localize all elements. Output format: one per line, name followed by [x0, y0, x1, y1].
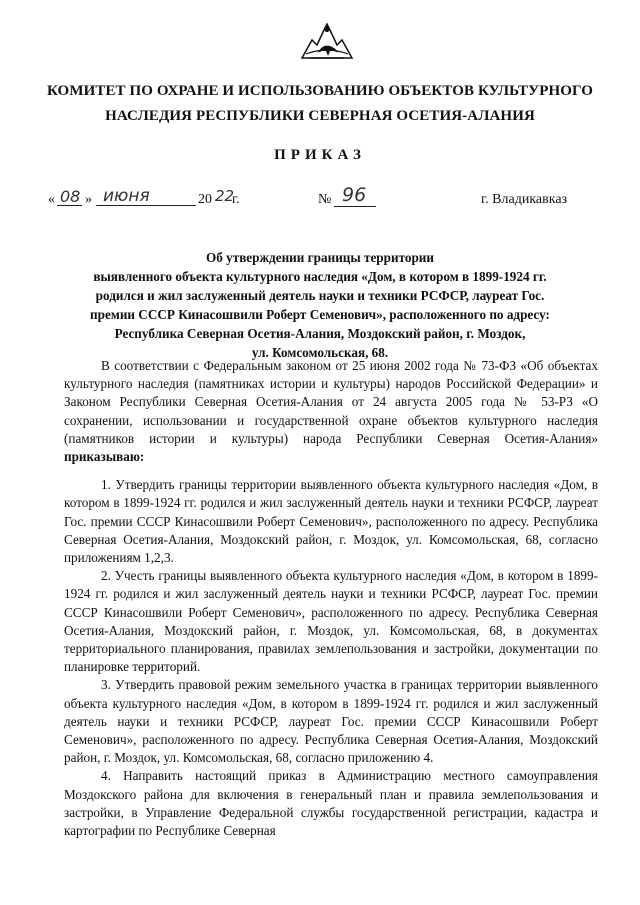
order-number-label: № — [318, 192, 332, 207]
date-year-suffix: 22 — [215, 187, 235, 205]
order-item-1: 1. Утвердить границы территории выявленного объекта культурного наследия «Дом, в котором в 1899-1924 гг. родился и жил заслуженный деятель науки и техники РСФСР, лауреат Гос. премии СССР Кинасошвили Роберт Семенович», расположенного по адресу. Республика Северная Осетия-Алания, Моздокский район, г. Моздок, ул. Комсомольская, 68, согласно приложениям 1,2,3. — [64, 477, 598, 566]
date-year-end: г. — [232, 192, 240, 207]
org-name-line2: НАСЛЕДИЯ РЕСПУБЛИКИ СЕВЕРНАЯ ОСЕТИЯ-АЛАНИЯ — [105, 108, 535, 124]
preamble-paragraph — [64, 357, 598, 466]
subject-line: ул. Комсомольская, 68. — [251, 345, 389, 360]
date-year-prefix: 20 — [198, 192, 212, 207]
city: г. Владикавказ — [481, 192, 568, 207]
order-body — [64, 357, 598, 840]
order-number-underline — [334, 206, 376, 207]
subject-line: Республика Северная Осетия-Алания, Моздокский район, г. Моздок, — [114, 326, 526, 341]
subject-line: Об утверждении границы территории — [205, 250, 435, 265]
order-word: приказываю: — [64, 449, 145, 465]
preamble-text: В соответствии с Федеральным законом от 25 июня 2002 года № 73-ФЗ «Об объектах культурного наследия (памятниках истории и культуры) народов Российской Федерации» и Законом Республики Северная Осетия-Алания от 24 августа 2005 года № 53-РЗ «О сохранении, использовании и государственной охране объектов культурного наследия (памятников истории и культуры) народа Республики Северная Осетия-Алания» — [64, 358, 598, 446]
date-day: 08 — [60, 187, 81, 206]
date-day-underline — [57, 205, 82, 206]
document-title: ПРИКАЗ — [274, 147, 366, 163]
org-name-line1: КОМИТЕТ ПО ОХРАНЕ И ИСПОЛЬЗОВАНИЮ ОБЪЕКТОВ КУЛЬТУРНОГО — [46, 83, 594, 99]
date-month-underline — [96, 205, 196, 206]
date-month: июня — [103, 186, 150, 206]
order-item-4: 4. Направить настоящий приказ в Администрацию местного самоуправления Моздокского района для включения в генеральный план и правила землепользования и застройки, в Управление Федеральной службы государственной регистрации, кадастра и картографии по Республике Северная — [64, 768, 598, 839]
subject-line: родился и жил заслуженный деятель науки и техники РСФСР, лауреат Гос. — [95, 288, 545, 303]
order-item-2: 2. Учесть границы выявленного объекта культурного наследия «Дом, в котором в 1899-1924 гг. родился и жил заслуженный деятель науки и техники РСФСР, лауреат Гос. премии СССР Кинасошвили Роберт Семенович», расположенного по адресу. Республика Северная Осетия-Алания, Моздокский район, г. Моздок, ул. Комсомольская, 68, в документах территориального планирования, правилах землепользования и застройки, документации по планировке территорий. — [64, 568, 598, 675]
date-close-quote: » — [85, 192, 92, 207]
date-open-quote: « — [48, 192, 55, 207]
order-subject — [60, 248, 580, 362]
order-item-3: 3. Утвердить правовой режим земельного участка в границах территории выявленного объекта культурного наследия «Дом, в котором в 1899-1924 гг. родился и жил заслуженный деятель науки и техники РСФСР, лауреат Гос. премии СССР Кинасошвили Роберт Семенович», расположенного по адресу. Республика Северная Осетия-Алания, Моздокский район, г. Моздок, ул. Комсомольская, 68, согласно приложению 4. — [64, 677, 598, 766]
order-number: 96 — [342, 184, 367, 206]
subject-line: премии СССР Кинасошвили Роберт Семенович», расположенного по адресу: — [90, 307, 550, 322]
coat-of-arms-icon — [300, 20, 354, 60]
subject-line: выявленного объекта культурного наследия «Дом, в котором в 1899-1924 гг. — [93, 269, 547, 284]
